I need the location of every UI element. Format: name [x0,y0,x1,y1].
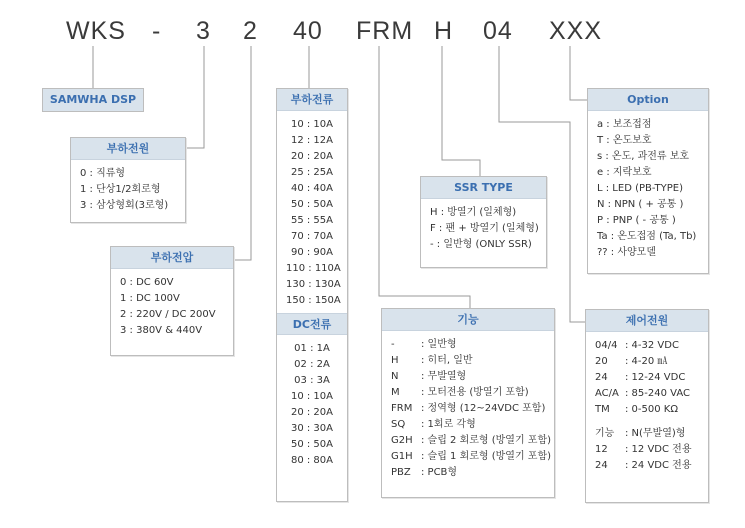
dc-current-item: 01 : 1A [294,343,330,354]
load-current-item: 55 : 55A [290,215,334,226]
load-voltage-list [111,269,233,343]
load-current-item: 12 : 12A [290,135,334,146]
function-item [391,433,552,449]
control-power-item-value: : 12-24 VDC [625,372,686,383]
function-item-value: : 슬립 2 회로형 (방열기 포함) [421,435,552,446]
control-power-list [586,332,708,478]
function-item-value: : 무발열형 [421,371,467,382]
code-option: XXX [549,17,603,45]
ssr-type-item: - : 일반형 (ONLY SSR) [430,239,532,250]
function-item [391,353,545,369]
function-item-key: FRM [391,403,413,414]
load-phase-item: 3 : 삼상형회(3로형) [80,200,169,211]
load-current-item: 90 : 90A [290,247,334,258]
code-load-current: 40 [293,17,323,45]
function-item-key: G2H [391,435,413,446]
control-power-item-value: : 85-240 VAC [625,388,690,399]
load-voltage-item: 2 : 220V / DC 200V [120,309,216,320]
load-phase-item: 1 : 단상1/2회로형 [80,184,161,195]
control-power-item [595,386,699,402]
dc-current-item: 02 : 2A [294,359,330,370]
function-item [391,369,545,385]
control-function-item [595,442,699,458]
control-power-item [595,354,699,370]
code-load-phase: 3 [196,17,211,45]
control-power-box [585,309,709,503]
option-item: Ta : 온도접점 (Ta, Tb) [597,231,697,242]
control-power-item [595,402,699,418]
function-item-value: : 정역형 (12~24VDC 포함) [421,403,546,414]
dc-current-item: 03 : 3A [294,375,330,386]
code-dash: - [152,17,162,45]
load-voltage-item: 3 : 380V & 440V [120,325,203,336]
function-item-value: : 모터전용 (방열기 포함) [421,387,529,398]
load-phase-box [70,137,186,223]
function-item-value: : PCB형 [421,467,458,478]
option-item: e : 지락보호 [597,167,652,178]
load-current-item: 130 : 130A [286,279,341,290]
control-power-item-key: 24 [595,372,608,383]
ssr-type-item: H : 방열기 (일체형) [430,207,517,218]
function-item [391,417,545,433]
function-item-value: : 슬립 1 회로형 (방열기 포함) [421,451,552,462]
function-box [381,308,555,498]
option-item: ?? : 사양모델 [597,247,656,258]
dc-current-title: DC전류 [277,313,347,335]
connector-ssr-type [442,46,480,176]
load-phase-list [71,160,185,218]
connector-load-voltage [234,46,251,260]
load-current-item: 110 : 110A [286,263,341,274]
control-function-item-key: 기능 [595,428,615,439]
option-box [587,88,709,274]
function-item-key: M [391,387,400,398]
code-control-power: 04 [483,17,513,45]
function-item-key: H [391,355,399,366]
ssr-type-box [420,176,547,268]
dc-current-item: 80 : 80A [290,455,334,466]
function-item [391,465,545,481]
control-function-item-value: : 24 VDC 전용 [625,460,692,471]
code-load-voltage: 2 [243,17,258,45]
load-current-title: 부하전류 [277,89,347,111]
code-ssr-type: H [434,17,454,45]
function-item-key: G1H [391,451,413,462]
load-voltage-item: 1 : DC 100V [120,293,180,304]
load-current-item: 25 : 25A [290,167,334,178]
load-current-item: 40 : 40A [290,183,334,194]
load-current-box [276,88,348,502]
control-power-item-value: : 4-20 ㎃ [625,356,668,367]
code-function: FRM [356,17,414,45]
dc-current-list [277,335,347,473]
function-item-key: SQ [391,419,406,430]
dc-current-item: 20 : 20A [290,407,334,418]
function-item [391,337,545,353]
function-item [391,401,545,417]
load-voltage-item: 0 : DC 60V [120,277,174,288]
maker-label: SAMWHA DSP [42,88,144,112]
code-series: WKS [66,17,126,45]
control-power-item-value: : 0-500 KΩ [625,404,678,415]
option-item: T : 온도보호 [597,135,652,146]
control-function-item-value: : N(무발열)형 [625,428,686,439]
function-title: 기능 [382,309,554,331]
ssr-type-list [421,199,546,257]
function-list [382,331,554,485]
load-current-item: 70 : 70A [290,231,334,242]
control-power-item [595,338,699,354]
control-power-title: 제어전원 [586,310,708,332]
control-function-item-value: : 12 VDC 전용 [625,444,692,455]
option-item: s : 온도, 과전류 보호 [597,151,690,162]
ssr-type-title: SSR TYPE [421,177,546,199]
control-function-item-key: 24 [595,460,608,471]
control-function-item [595,426,699,442]
control-power-item [595,370,699,386]
control-power-item-value: : 4-32 VDC [625,340,679,351]
dc-current-item: 50 : 50A [290,439,334,450]
control-power-item-key: AC/A [595,388,619,399]
ssr-type-item: F : 팬 + 방열기 (일체형) [430,223,539,234]
load-voltage-box [110,246,234,356]
function-item-key: - [391,339,395,350]
control-power-item-key: 20 [595,356,608,367]
load-voltage-title: 부하전압 [111,247,233,269]
function-item [391,385,545,401]
load-current-item: 150 : 150A [286,295,341,306]
option-item: P : PNP ( - 공통 ) [597,215,676,226]
load-current-list [277,111,347,313]
load-current-item: 20 : 20A [290,151,334,162]
control-power-item-key: 04/4 [595,340,618,351]
function-item-value: : 1회로 각형 [421,419,476,430]
option-item: a : 보조접점 [597,119,652,130]
function-item-value: : 히터, 일반 [421,355,473,366]
function-item-value: : 일반형 [421,339,457,350]
option-list [588,111,708,265]
control-function-item [595,458,699,474]
load-phase-item: 0 : 직류형 [80,168,126,179]
option-item: L : LED (PB-TYPE) [597,183,684,194]
function-item [391,449,552,465]
load-current-item: 10 : 10A [290,119,334,130]
load-current-item: 50 : 50A [290,199,334,210]
connector-option [570,46,587,100]
dc-current-item: 30 : 30A [290,423,334,434]
connector-load-phase [186,46,204,148]
dc-current-item: 10 : 10A [290,391,334,402]
control-function-item-key: 12 [595,444,608,455]
option-item: N : NPN ( + 공통 ) [597,199,684,210]
load-phase-title: 부하전원 [71,138,185,160]
option-title: Option [588,89,708,111]
control-power-item-key: TM [595,404,610,415]
function-item-key: N [391,371,399,382]
function-item-key: PBZ [391,467,411,478]
